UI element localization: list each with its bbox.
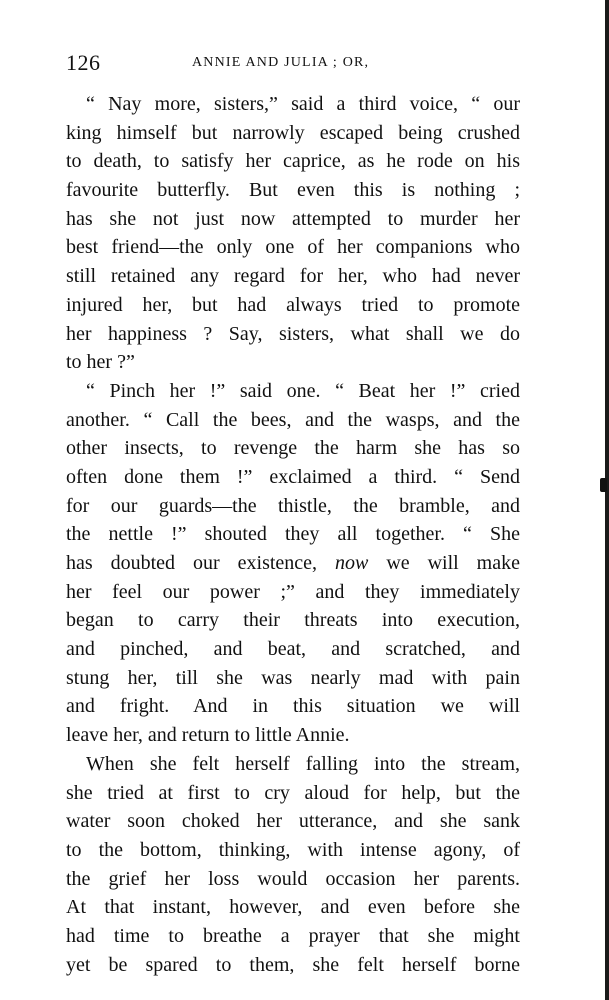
text-line: When she felt herself falling into the stream, xyxy=(86,752,520,775)
page-edge-shadow xyxy=(605,0,609,1000)
running-title: ANNIE AND JULIA ; OR, xyxy=(192,55,370,70)
text-line: to death, to satisfy her caprice, as he rode on his xyxy=(66,150,520,173)
text-line: favourite butterfly. But even this is nothing ; xyxy=(66,179,520,202)
text-line: and pinched, and beat, and scratched, and xyxy=(66,638,520,661)
text-line: “ Nay more, sisters,” said a third voice, “ our xyxy=(86,93,520,115)
text-line: other insects, to revenge the harm she has so xyxy=(66,437,520,460)
page-number: 126 xyxy=(66,50,101,75)
body-text xyxy=(66,90,520,979)
text-line: At that instant, however, and even before she xyxy=(66,896,520,919)
text-line: king himself but narrowly escaped being crushed xyxy=(66,121,520,144)
text-line: the grief her loss would occasion her parents. xyxy=(66,867,520,890)
paragraph-3 xyxy=(66,750,520,980)
text-line: to her ?” xyxy=(66,351,135,374)
text-line: for our guards—the thistle, the bramble, and xyxy=(66,494,520,517)
text-line: began to carry their threats into execution, xyxy=(66,609,520,632)
text-line: has she not just now attempted to murder her xyxy=(66,207,520,230)
text-line: the nettle !” shouted they all together. “ She xyxy=(66,523,520,546)
text-line: stung her, till she was nearly mad with pain xyxy=(66,666,520,689)
text-line: her happiness ? Say, sisters, what shall we do xyxy=(66,322,520,345)
text-line: injured her, but had always tried to promote xyxy=(66,293,520,316)
text-line: still retained any regard for her, who had never xyxy=(66,265,520,288)
text-line: she tried at first to cry aloud for help, but the xyxy=(66,781,520,804)
emphasis-now: now xyxy=(335,552,369,574)
text-line: and fright. And in this situation we will xyxy=(66,695,520,718)
page-header xyxy=(66,50,520,80)
text-line: often done them !” exclaimed a third. “ Send xyxy=(66,465,520,488)
text-line: leave her, and return to little Annie. xyxy=(66,724,350,747)
text-line: her feel our power ;” and they immediately xyxy=(66,580,520,603)
text-line: has doubted our existence, now we will make xyxy=(66,552,520,574)
text-line: to the bottom, thinking, with intense agony, of xyxy=(66,838,520,861)
text-line: best friend—the only one of her companions who xyxy=(66,236,520,259)
text-line: “ Pinch her !” said one. “ Beat her !” cried xyxy=(86,379,520,402)
text-line: had time to breathe a prayer that she might xyxy=(66,924,520,947)
text-line: water soon choked her utterance, and she sank xyxy=(66,810,520,833)
text-line: yet be spared to them, she felt herself borne xyxy=(66,953,520,976)
paragraph-1 xyxy=(66,90,520,377)
text-line: another. “ Call the bees, and the wasps, and the xyxy=(66,408,520,431)
paragraph-2 xyxy=(66,377,520,750)
page-edge-mark xyxy=(600,478,607,492)
